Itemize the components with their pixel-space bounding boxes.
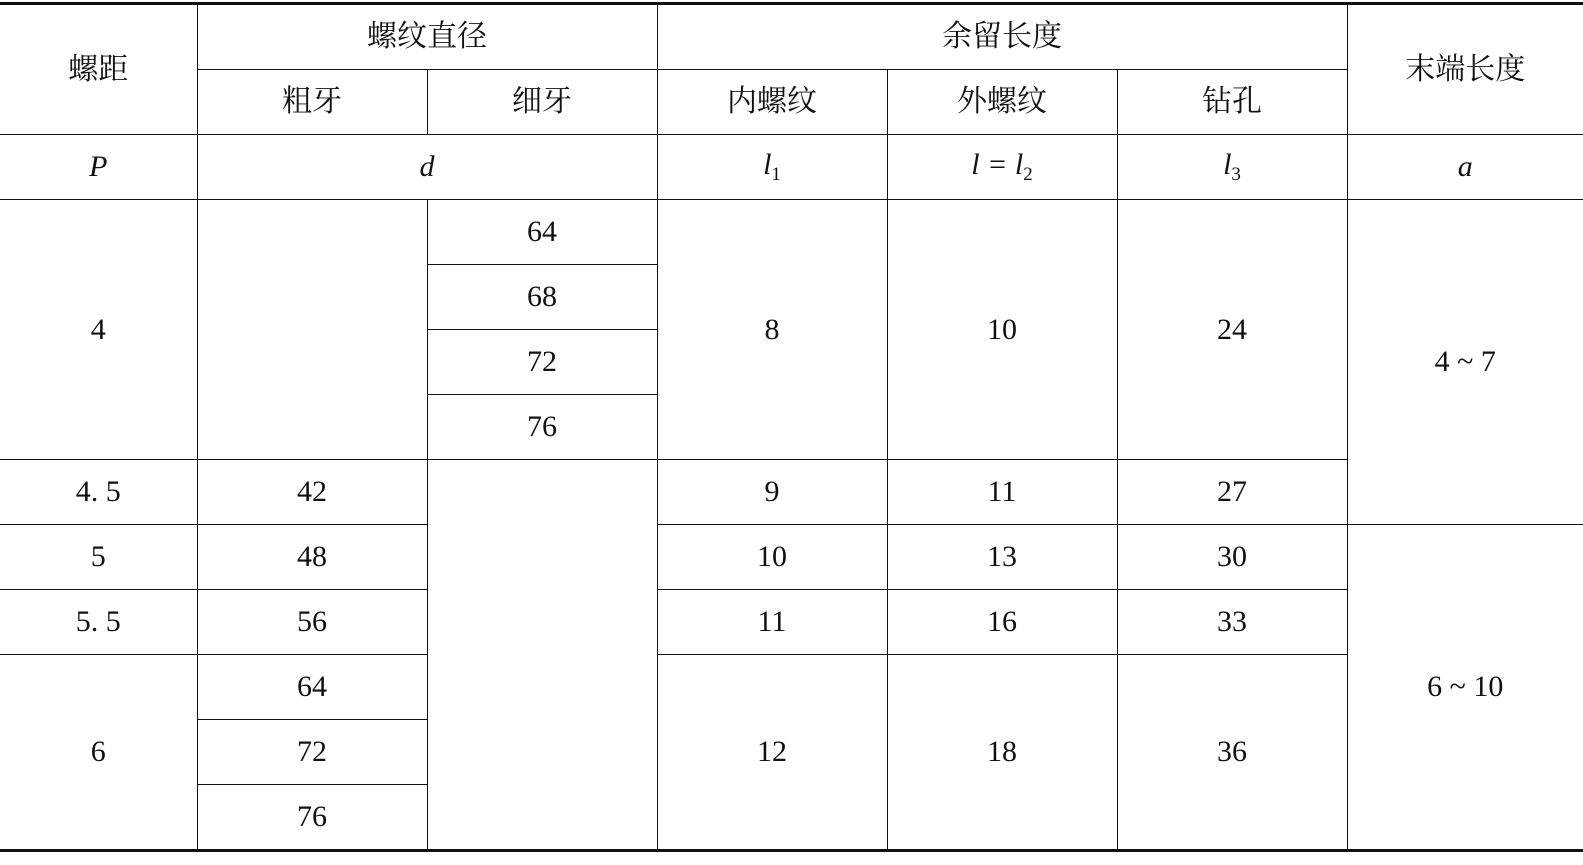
header-internal-thread: 内螺纹 (657, 70, 887, 135)
fine-cell: 68 (427, 265, 657, 330)
coarse-cell-empty (197, 200, 427, 460)
l1-cell: 12 (657, 655, 887, 851)
l2-cell: 16 (887, 590, 1117, 655)
symbol-l2-sub: 2 (1023, 164, 1033, 185)
symbol-l1 (657, 135, 887, 200)
thread-table-container (0, 2, 1583, 852)
end-length-cell: 4 ~ 7 (1347, 200, 1583, 525)
table-row (0, 655, 1583, 720)
pitch-cell: 6 (0, 655, 197, 851)
l3-cell: 33 (1117, 590, 1347, 655)
header-thread-diameter: 螺纹直径 (197, 4, 657, 70)
l3-cell: 36 (1117, 655, 1347, 851)
l1-cell: 10 (657, 525, 887, 590)
symbol-l3-sub: 3 (1231, 164, 1241, 185)
l1-cell: 9 (657, 460, 887, 525)
coarse-cell: 48 (197, 525, 427, 590)
header-row-2 (0, 70, 1583, 135)
header-coarse: 粗牙 (197, 70, 427, 135)
table-row (0, 460, 1583, 525)
coarse-cell: 72 (197, 720, 427, 785)
coarse-cell: 42 (197, 460, 427, 525)
symbol-l-l2 (887, 135, 1117, 200)
l3-cell: 24 (1117, 200, 1347, 460)
l2-cell: 13 (887, 525, 1117, 590)
l2-cell: 18 (887, 655, 1117, 851)
symbol-d: d (197, 135, 657, 200)
pitch-cell: 5 (0, 525, 197, 590)
l1-cell: 8 (657, 200, 887, 460)
table-row (0, 200, 1583, 265)
l3-cell: 30 (1117, 525, 1347, 590)
pitch-cell: 4 (0, 200, 197, 460)
coarse-cell: 64 (197, 655, 427, 720)
symbol-l3 (1117, 135, 1347, 200)
l2-cell: 10 (887, 200, 1117, 460)
table-row (0, 590, 1583, 655)
fine-cell: 72 (427, 330, 657, 395)
symbol-row (0, 135, 1583, 200)
end-length-cell: 6 ~ 10 (1347, 525, 1583, 851)
symbol-p: P (0, 135, 197, 200)
header-drill-hole: 钻孔 (1117, 70, 1347, 135)
symbol-l3-base: l (1223, 148, 1232, 181)
header-end-length: 末端长度 (1347, 4, 1583, 135)
header-external-thread: 外螺纹 (887, 70, 1117, 135)
l2-cell: 11 (887, 460, 1117, 525)
l1-cell: 11 (657, 590, 887, 655)
symbol-l1-base: l (763, 148, 772, 181)
header-pitch: 螺距 (0, 4, 197, 135)
header-residual-length: 余留长度 (657, 4, 1347, 70)
table-row (0, 525, 1583, 590)
thread-residual-length-table (0, 2, 1583, 852)
fine-cell: 76 (427, 395, 657, 460)
symbol-l-eq: l = l (971, 148, 1024, 181)
header-fine: 细牙 (427, 70, 657, 135)
fine-cell: 64 (427, 200, 657, 265)
coarse-cell: 76 (197, 785, 427, 851)
header-row-1 (0, 4, 1583, 70)
fine-cell-empty (427, 460, 657, 851)
symbol-a: a (1347, 135, 1583, 200)
l3-cell: 27 (1117, 460, 1347, 525)
pitch-cell: 5. 5 (0, 590, 197, 655)
coarse-cell: 56 (197, 590, 427, 655)
symbol-l1-sub: 1 (771, 164, 781, 185)
pitch-cell: 4. 5 (0, 460, 197, 525)
